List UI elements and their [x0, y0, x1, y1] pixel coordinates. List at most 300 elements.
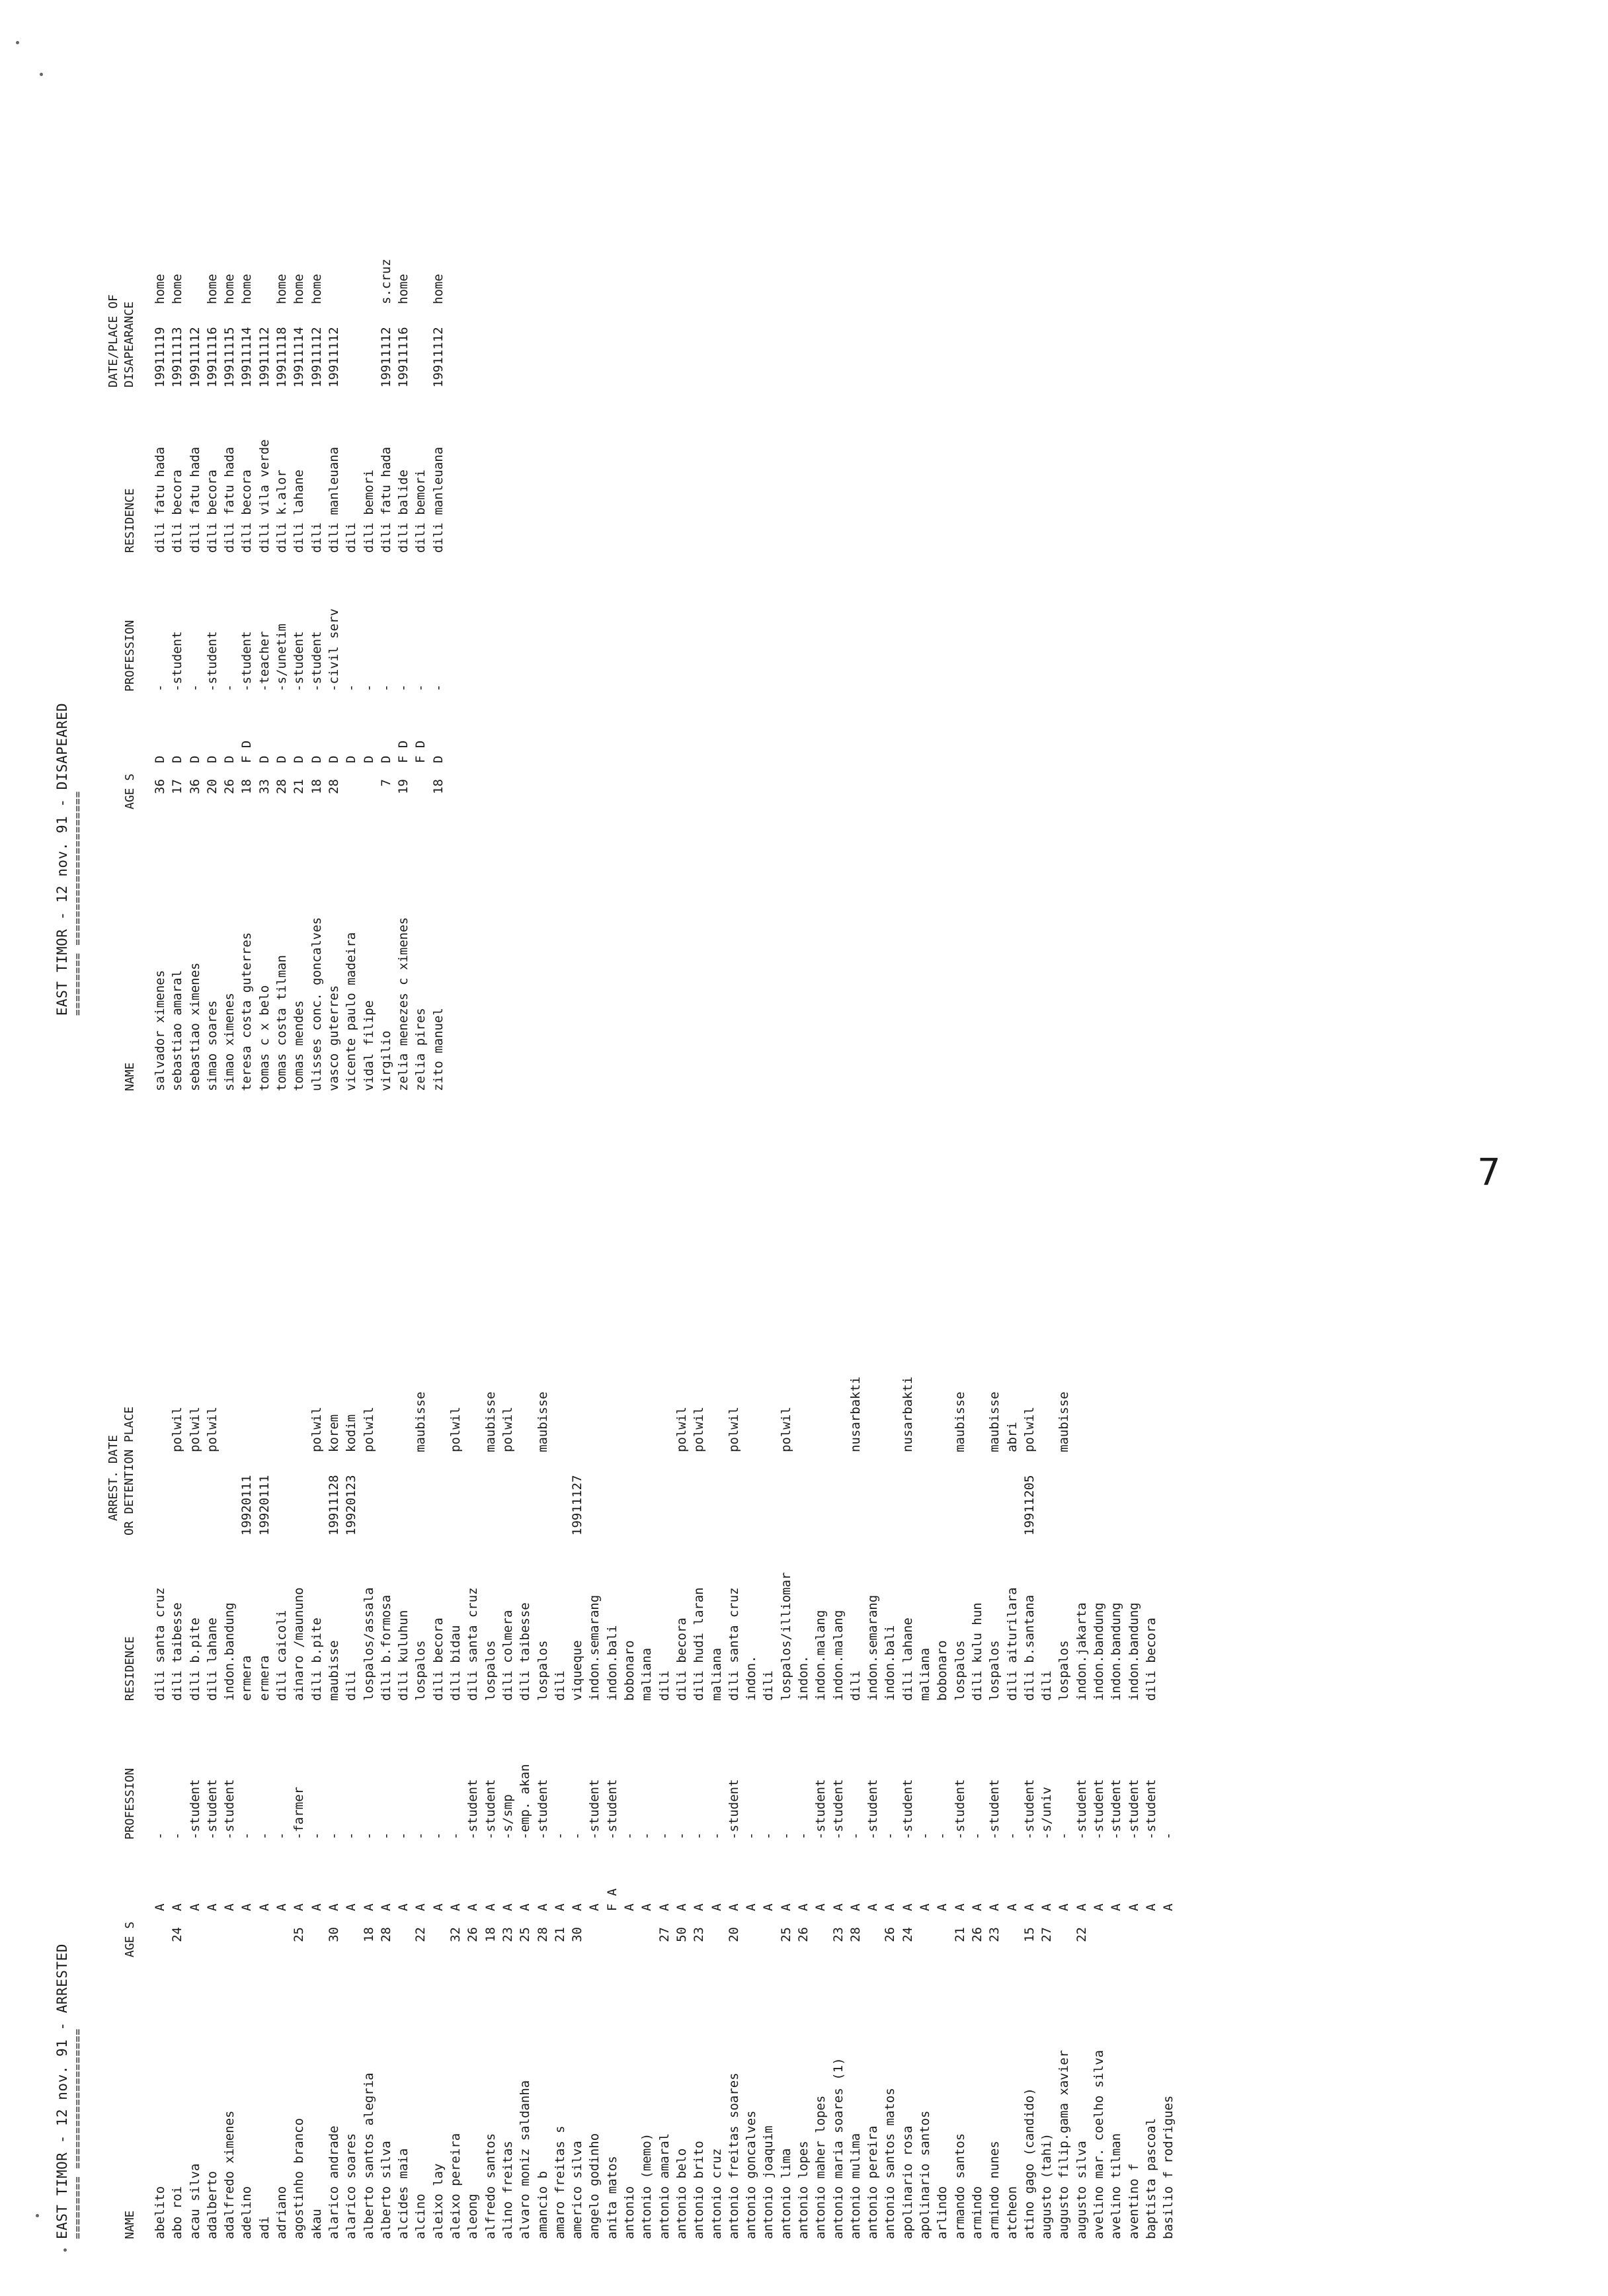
cell-name: alfredo santos [483, 2133, 498, 2239]
cell-status: A [518, 1903, 533, 1911]
cell-age: 26 [465, 1927, 481, 1942]
table-row [361, 1148, 378, 2296]
cell-age: 24 [170, 1927, 185, 1942]
cell-name: avelino mar. coelho silva [1092, 2050, 1107, 2239]
cell-name: sebastiao amaral [170, 969, 185, 1091]
cell-status: A [465, 1903, 481, 1911]
cell-residence: lospalos [952, 1640, 967, 1701]
cell-name: augusto silva [1074, 2141, 1089, 2239]
cell-status: A [657, 1903, 672, 1911]
cell-age: 19 [396, 779, 411, 794]
cell-place: home [222, 274, 237, 304]
cell-residence: dili hudi laran [692, 1587, 707, 1701]
cell-name: sebastiao ximenes [187, 962, 202, 1091]
table-row [239, 1148, 256, 2296]
cell-profession: - [674, 1832, 689, 1840]
cell-residence: bobonaro [622, 1640, 637, 1701]
table-row [830, 1148, 848, 2296]
cell-profession: -student [1092, 1779, 1107, 1840]
table-row [986, 1148, 1004, 2296]
header-residence: RESIDENCE [123, 488, 137, 553]
cell-age: 32 [448, 1927, 463, 1942]
cell-profession: - [378, 684, 393, 692]
cell-name: apolinario santos [918, 2110, 933, 2239]
cell-status: A [153, 1903, 167, 1911]
cell-residence: lospalos/illiomar [778, 1572, 793, 1701]
cell-residence: dili [657, 1670, 672, 1701]
cell-name: akau [309, 2209, 324, 2239]
table-row [934, 1148, 951, 2296]
cell-profession: -student [292, 631, 307, 692]
cell-profession: - [1161, 1832, 1176, 1840]
cell-name: antonio belo [674, 2148, 689, 2239]
cell-residence: lospalos [413, 1640, 428, 1701]
cell-status: A [744, 1903, 759, 1911]
cell-profession: - [918, 1832, 933, 1840]
cell-status: A [500, 1903, 515, 1911]
cell-status: A [709, 1903, 724, 1911]
cell-age: 23 [500, 1927, 515, 1942]
cell-age: 23 [830, 1927, 846, 1942]
cell-residence: bobonaro [935, 1640, 950, 1701]
cell-place: maubisse [952, 1391, 967, 1452]
cell-residence: maliana [709, 1647, 724, 1701]
header-residence: RESIDENCE [123, 1636, 137, 1701]
cell-place: korem [326, 1414, 341, 1452]
header-name: NAME [123, 2210, 137, 2239]
cell-status: A [918, 1903, 933, 1911]
cell-residence: lospalos [987, 1640, 1002, 1701]
cell-status: A [883, 1903, 898, 1911]
table-row [326, 0, 343, 1148]
cell-date: 19911116 [396, 327, 411, 388]
cell-place: polwil [692, 1407, 707, 1452]
cell-age: 18 [239, 779, 255, 794]
cell-profession: - [969, 1832, 985, 1840]
cell-place: polwil [1022, 1407, 1037, 1452]
header-profession: PROFESSION [123, 620, 137, 692]
cell-residence: lospalos [1057, 1640, 1072, 1701]
cell-residence: ermera [257, 1655, 272, 1701]
cell-name: simao soares [204, 1000, 220, 1091]
cell-age: 26 [222, 779, 237, 794]
cell-status: D [378, 755, 393, 763]
table-row [1091, 1148, 1108, 2296]
cell-profession: - [692, 1832, 707, 1840]
cell-name: zito manuel [430, 1008, 446, 1091]
table-row [1108, 1148, 1125, 2296]
cell-date: 19920111 [257, 1475, 272, 1536]
cell-place: nusarbakti [848, 1376, 863, 1452]
cell-age: 30 [570, 1927, 585, 1942]
cell-profession: -student [1109, 1779, 1124, 1840]
table-row [813, 1148, 830, 2296]
cell-residence: dili fatu hada [153, 446, 167, 553]
cell-residence: indon.malang [830, 1610, 846, 1701]
table-row [848, 1148, 865, 2296]
cell-status: D [222, 755, 237, 763]
cell-name: antonio maria soares (1) [830, 2057, 846, 2239]
cell-age: 27 [1039, 1927, 1055, 1942]
cell-residence: dili k.alor [274, 470, 290, 553]
table-row [1039, 1148, 1056, 2296]
cell-name: alcino [413, 2194, 428, 2239]
table-row [343, 0, 360, 1148]
cell-profession: -student [204, 1779, 220, 1840]
cell-place: abri [1004, 1422, 1020, 1452]
table-row [169, 0, 186, 1148]
cell-residence: lospalos/assala [361, 1587, 376, 1701]
cell-age: 33 [257, 779, 272, 794]
cell-status: A [396, 1903, 411, 1911]
cell-name: simao ximenes [222, 993, 237, 1091]
cell-profession: - [274, 1832, 290, 1840]
cell-residence: indon.jakarta [1074, 1602, 1089, 1701]
cell-date: 19911112 [326, 327, 341, 388]
table-row [309, 0, 326, 1148]
cell-age: 23 [987, 1927, 1002, 1942]
cell-name: antonio mulima [848, 2133, 863, 2239]
table-row [657, 1148, 674, 2296]
cell-place: home [170, 274, 185, 304]
cell-name: antonio lima [778, 2148, 793, 2239]
cell-residence: dili santa cruz [726, 1587, 741, 1701]
table-row [291, 0, 308, 1148]
cell-age: 17 [170, 779, 185, 794]
cell-name: alino freitas [500, 2141, 515, 2239]
table-row [743, 1148, 760, 2296]
cell-profession: -student [813, 1779, 828, 1840]
cell-residence: dili balide [396, 470, 411, 553]
cell-status: A [292, 1903, 307, 1911]
cell-age: 50 [674, 1927, 689, 1942]
cell-residence: dili becora [1143, 1618, 1158, 1701]
cell-profession: -student [187, 1779, 202, 1840]
cell-name: abelito [153, 2186, 167, 2239]
cell-name: aleong [465, 2194, 481, 2239]
table-row [430, 1148, 448, 2296]
cell-profession: - [1057, 1832, 1072, 1840]
cell-name: aventino f [1126, 2163, 1141, 2239]
cell-place: maubisse [483, 1391, 498, 1452]
cell-residence: indon. [795, 1655, 811, 1701]
cell-date: 19911112 [378, 327, 393, 388]
cell-name: augusto filip.gama xavier [1057, 2050, 1072, 2239]
cell-status: A [239, 1903, 255, 1911]
cell-profession: - [744, 1832, 759, 1840]
cell-profession: -s/smp [500, 1794, 515, 1840]
cell-profession: -student [1074, 1779, 1089, 1840]
cell-profession: - [396, 684, 411, 692]
cell-status: A [761, 1903, 776, 1911]
cell-status: D [309, 755, 324, 763]
cell-name: anita matos [604, 2156, 620, 2239]
cell-age: 36 [153, 779, 167, 794]
cell-status: A [326, 1903, 341, 1911]
cell-name: abo roi [170, 2186, 185, 2239]
cell-profession: - [430, 684, 446, 692]
cell-profession: - [344, 1832, 359, 1840]
cell-status: A [552, 1903, 567, 1911]
cell-residence: viqueque [570, 1640, 585, 1701]
cell-profession: -student [587, 1779, 602, 1840]
cell-name: antonio pereira [865, 2125, 881, 2239]
cell-status: A [187, 1903, 202, 1911]
cell-name: antonio freitas soares [726, 2072, 741, 2239]
cell-profession: - [657, 1832, 672, 1840]
cell-profession: - [257, 1832, 272, 1840]
cell-profession: - [848, 1832, 863, 1840]
arrested-title: EAST TIMOR - 12 nov. 91 - ARRESTED [54, 1944, 70, 2239]
table-row [413, 0, 430, 1148]
header-arrest-date-line2: OR DETENTION PLACE [122, 1406, 136, 1536]
cell-place: home [430, 274, 446, 304]
cell-residence: maliana [639, 1647, 655, 1701]
cell-status: D [187, 755, 202, 763]
table-row [778, 1148, 795, 2296]
cell-profession: - [552, 1832, 567, 1840]
cell-profession: -student [465, 1779, 481, 1840]
table-row [1022, 1148, 1039, 2296]
cell-age: 28 [326, 779, 341, 794]
cell-age: 24 [900, 1927, 915, 1942]
cell-name: adriano [274, 2186, 290, 2239]
cell-status: A [726, 1903, 741, 1911]
cell-name: antonio (memo) [639, 2133, 655, 2239]
cell-name: armindo [969, 2186, 985, 2239]
cell-profession: -teacher [257, 631, 272, 692]
cell-name: alarico soares [344, 2133, 359, 2239]
cell-status: A [570, 1903, 585, 1911]
cell-name: antonio amaral [657, 2133, 672, 2239]
cell-residence: maubisse [326, 1640, 341, 1701]
cell-residence: indon.bandung [222, 1602, 237, 1701]
cell-profession: - [639, 1832, 655, 1840]
cell-residence: dili bidau [448, 1625, 463, 1701]
table-row [274, 0, 291, 1148]
cell-date: 19911116 [204, 327, 220, 388]
cell-status: A [483, 1903, 498, 1911]
cell-date: 19920123 [344, 1475, 359, 1536]
cell-residence: dili bemori [361, 470, 376, 553]
cell-residence: indon. [744, 1655, 759, 1701]
cell-name: alarico andrade [326, 2125, 341, 2239]
header-age-s: AGE S [123, 773, 137, 809]
cell-status: A [639, 1903, 655, 1911]
cell-profession: - [309, 1832, 324, 1840]
cell-profession: -s/univ [1039, 1786, 1055, 1840]
disappeared-title-underline: ========= ====================== [71, 790, 84, 1016]
cell-name: zelia pires [413, 1008, 428, 1091]
cell-residence: dili aiturilara [1004, 1587, 1020, 1701]
table-row [691, 1148, 708, 2296]
cell-status: A [222, 1903, 237, 1911]
table-row [483, 1148, 500, 2296]
cell-profession: - [153, 684, 167, 692]
cell-age: 25 [292, 1927, 307, 1942]
cell-profession: -student [222, 1779, 237, 1840]
cell-name: antonio lopes [795, 2141, 811, 2239]
table-row [795, 1148, 813, 2296]
cell-residence: dili [761, 1670, 776, 1701]
cell-profession: -student [170, 631, 185, 692]
cell-status: A [430, 1903, 446, 1911]
cell-status: D [274, 755, 290, 763]
cell-residence: dili manleuana [430, 446, 446, 553]
cell-name: antonio cruz [709, 2148, 724, 2239]
table-row [187, 1148, 204, 2296]
cell-residence: indon.bandung [1126, 1602, 1141, 1701]
cell-residence: dili fatu hada [378, 446, 393, 553]
cell-residence: dili b.formosa [378, 1594, 393, 1701]
cell-status: A [170, 1903, 185, 1911]
cell-date: 19911118 [274, 327, 290, 388]
cell-name: salvador ximenes [153, 969, 167, 1091]
cell-residence: dili becora [239, 470, 255, 553]
cell-place: polwil [674, 1407, 689, 1452]
cell-name: arlindo [935, 2186, 950, 2239]
cell-status: A [935, 1903, 950, 1911]
cell-status: A [1004, 1903, 1020, 1911]
cell-date: 19911114 [239, 327, 255, 388]
table-row [952, 1148, 969, 2296]
arrested-table [152, 1148, 1178, 2296]
cell-status: A [969, 1903, 985, 1911]
cell-name: teresa costa guterres [239, 932, 255, 1091]
cell-profession: -student [309, 631, 324, 692]
cell-profession: - [935, 1832, 950, 1840]
table-row [969, 1148, 986, 2296]
cell-status: A [622, 1903, 637, 1911]
cell-name: zelia menezes c ximenes [396, 917, 411, 1091]
table-row [760, 1148, 778, 2296]
cell-residence: dili fatu hada [187, 446, 202, 553]
table-row [395, 1148, 413, 2296]
table-row [239, 0, 256, 1148]
table-row [378, 0, 395, 1148]
cell-age: 28 [274, 779, 290, 794]
cell-profession: - [378, 1832, 393, 1840]
cell-name: vasco guterres [326, 985, 341, 1091]
cell-place: nusarbakti [900, 1376, 915, 1452]
cell-status: A [448, 1903, 463, 1911]
cell-profession: - [413, 684, 428, 692]
cell-status: A [1022, 1903, 1037, 1911]
cell-residence: ermera [239, 1655, 255, 1701]
cell-name: avelino tilman [1109, 2133, 1124, 2239]
cell-date: 19911112 [430, 327, 446, 388]
cell-status: A [361, 1903, 376, 1911]
arrested-panel [0, 1148, 1608, 2296]
table-row [1004, 1148, 1022, 2296]
cell-age: 7 [378, 779, 393, 787]
cell-profession: -student [604, 1779, 620, 1840]
cell-name: augusto (tahi) [1039, 2133, 1055, 2239]
header-profession: PROFESSION [123, 1768, 137, 1840]
cell-status: F D [396, 740, 411, 763]
cell-residence: dili lahane [900, 1618, 915, 1701]
cell-residence: maliana [918, 1647, 933, 1701]
cell-name: alcides maia [396, 2148, 411, 2239]
table-row [430, 0, 448, 1148]
table-row [395, 0, 413, 1148]
cell-place: polwil [309, 1407, 324, 1452]
cell-age: 23 [692, 1927, 707, 1942]
cell-profession: - [709, 1832, 724, 1840]
table-row [187, 0, 204, 1148]
cell-place: maubisse [987, 1391, 1002, 1452]
table-row [413, 1148, 430, 2296]
header-disappearance [106, 294, 138, 388]
cell-status: A [1161, 1903, 1176, 1911]
cell-age: 28 [535, 1927, 550, 1942]
cell-profession: -civil serv [326, 608, 341, 692]
cell-residence: dili [344, 522, 359, 553]
cell-residence: dili santa cruz [153, 1587, 167, 1701]
table-row [552, 1148, 569, 2296]
cell-place: polwil [500, 1407, 515, 1452]
table-row [709, 1148, 726, 2296]
table-row [1056, 1148, 1073, 2296]
cell-date: 19911205 [1022, 1475, 1037, 1536]
table-row [309, 1148, 326, 2296]
cell-profession: -student [204, 631, 220, 692]
cell-place: polwil [361, 1407, 376, 1452]
cell-status: D [292, 755, 307, 763]
table-row [726, 1148, 743, 2296]
cell-name: vicente paulo madeira [344, 932, 359, 1091]
cell-age: 20 [726, 1927, 741, 1942]
cell-profession: - [622, 1832, 637, 1840]
cell-name: antonio joaquim [761, 2125, 776, 2239]
table-row [221, 0, 239, 1148]
cell-age: 20 [204, 779, 220, 794]
cell-status: D [153, 755, 167, 763]
cell-profession: -student [987, 1779, 1002, 1840]
cell-name: antonio goncalves [744, 2110, 759, 2239]
header-disappearance-line1: DATE/PLACE OF [106, 294, 120, 388]
cell-residence: indon.semarang [587, 1594, 602, 1701]
cell-residence: dili [309, 522, 324, 553]
cell-age: 25 [778, 1927, 793, 1942]
cell-name: alvaro moniz saldanha [518, 2080, 533, 2239]
table-row [674, 1148, 691, 2296]
cell-residence: dili bemori [413, 470, 428, 553]
header-arrest-date [106, 1407, 138, 1536]
cell-profession: - [778, 1832, 793, 1840]
cell-place: polwil [448, 1407, 463, 1452]
cell-profession: - [344, 684, 359, 692]
cell-status: A [378, 1903, 393, 1911]
cell-residence: dili taibesse [518, 1602, 533, 1701]
cell-name: vidal filipe [361, 1000, 376, 1091]
table-row [882, 1148, 899, 2296]
cell-residence: indon.bandung [1109, 1602, 1124, 1701]
cell-place: home [204, 274, 220, 304]
cell-place: home [153, 274, 167, 304]
cell-name: acau silva [187, 2163, 202, 2239]
cell-name: agostinho branco [292, 2117, 307, 2239]
cell-residence: dili lahane [204, 1618, 220, 1701]
disappeared-table [152, 0, 448, 1148]
cell-name: atino gago (candido) [1022, 2088, 1037, 2239]
cell-profession: - [413, 1832, 428, 1840]
cell-status: A [692, 1903, 707, 1911]
cell-place: polwil [726, 1407, 741, 1452]
table-row [604, 1148, 622, 2296]
cell-residence: dili b.pite [309, 1618, 324, 1701]
cell-residence: indon.semarang [865, 1594, 881, 1701]
